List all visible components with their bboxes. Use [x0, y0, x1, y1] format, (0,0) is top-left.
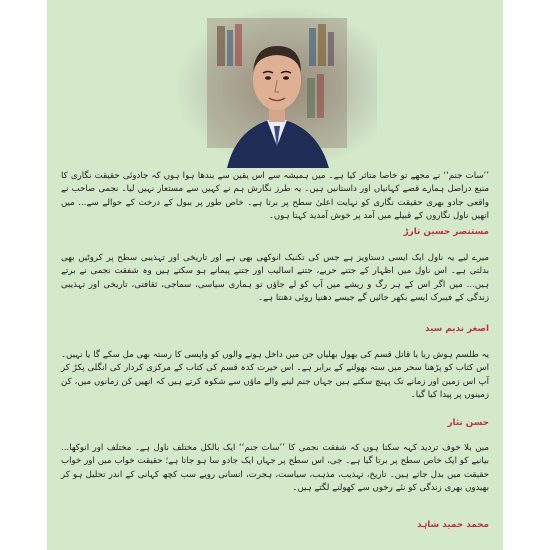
- signature-1: مستنصر حسین تارڑ: [403, 227, 489, 237]
- author-portrait-image: [197, 8, 357, 168]
- author-portrait: [177, 8, 377, 168]
- blurb-text: ’’سات جنم‘‘ نے مجھے تو خاصا متاثر کیا ہے۔ میں ہمیشہ سے اس یقین سے بندھا ہوا ہوں کہ جادوئی حقیقت نگاری کا منبع دراصل ہمارے قصے کہانیاں اور داستانیں ہیں۔ یہ طرز نگارش ہم نے کہیں سے مستعار نہیں لیا۔ نجمی صاحب نے واقعی جادو بھری حقیقت نگاری کو نہایت اعلیٰ سطح پر برتا ہے۔ خاص طور پر ببول کے درخت کے حوالے سے... میں انھیں ناول نگاروں کے قبیلے میں آمد پر خوش آمدید کہتا ہوں۔: [61, 171, 489, 221]
- blurb-text: میرے لیے یہ ناول ایک ایسی دستاویز ہے جس کی تکنیک انوکھی بھی ہے اور تاریخی اور تہذیبی سطح پر کروٹیں بھی بدلتی ہے۔ اس ناول میں اظہار کے جتنے حربے، جتنے اسالیب اور جتنے پیمانے ہو سکتے ہیں وہ شفقت نجمی نے برتے ہیں... میں اگر اس کے ہر رگ و ریشے میں آپ کو لے جاؤں تو ہماری سیاسی، سماجی، ثقافتی، تاریخی اور تہذیبی زندگی کے فیبرک ایسے بکھر جائیں گے جیسے دھنیا روئی دھنتا ہے۔: [61, 253, 489, 303]
- signature-4: محمد حمید شاہد: [417, 520, 489, 530]
- blurb-1: [61, 170, 489, 223]
- blurb-text: میں بلا خوف تردید کہہ سکتا ہوں کہ شفقت نجمی کا ’’سات جنم‘‘ ایک بالکل مختلف ناول ہے۔ مختلف اور انوکھا... بیانیے کو ایک خاص سطح پر برتا گیا ہے۔ جی، اس سطح پر جہاں ایک جادو سا ہو جاتا ہے؛ حقیقت خواب میں اور خواب حقیقت میں بدل جاتے ہیں۔ تاریخ، تہذیب، مذہب، سیاست، ہجرت، انسانی رویے سب کچھ کہانی کے اندر تحلیل ہو کر بھیدوں بھری زندگی کو نئے رخوں سے کھولنے لگتے ہیں۔: [61, 443, 489, 493]
- signature-3: حسن نثار: [447, 418, 489, 428]
- back-cover-page: [47, 0, 503, 550]
- blurb-4: [61, 442, 489, 495]
- blurb-text: یہ طلسم ہوش ربا یا قاتل قسم کی بھول بھلیاں جن میں داخل ہونے والوں کو واپسی کا رستہ بھی مل سکے گا یا نہیں۔ اس کتاب کو پڑھنا سحر میں ستہ بھولنے کے برابر ہے۔ اس حیرت کدہ قسم کی کتاب کے مرکزی کردار کی انگلی پکڑ کر آپ اس زمین اور زمانے تک پہنچ سکتے ہیں جہاں جنم لینے والے ماؤں سے شکوہ کرتے ہیں کہ انھیں کن زمانوں میں، کن زمینوں پر پیدا کیا گیا۔: [61, 350, 489, 400]
- blurb-3: [61, 349, 489, 402]
- blurb-2: [61, 252, 489, 305]
- signature-2: اصغر ندیم سید: [425, 324, 489, 334]
